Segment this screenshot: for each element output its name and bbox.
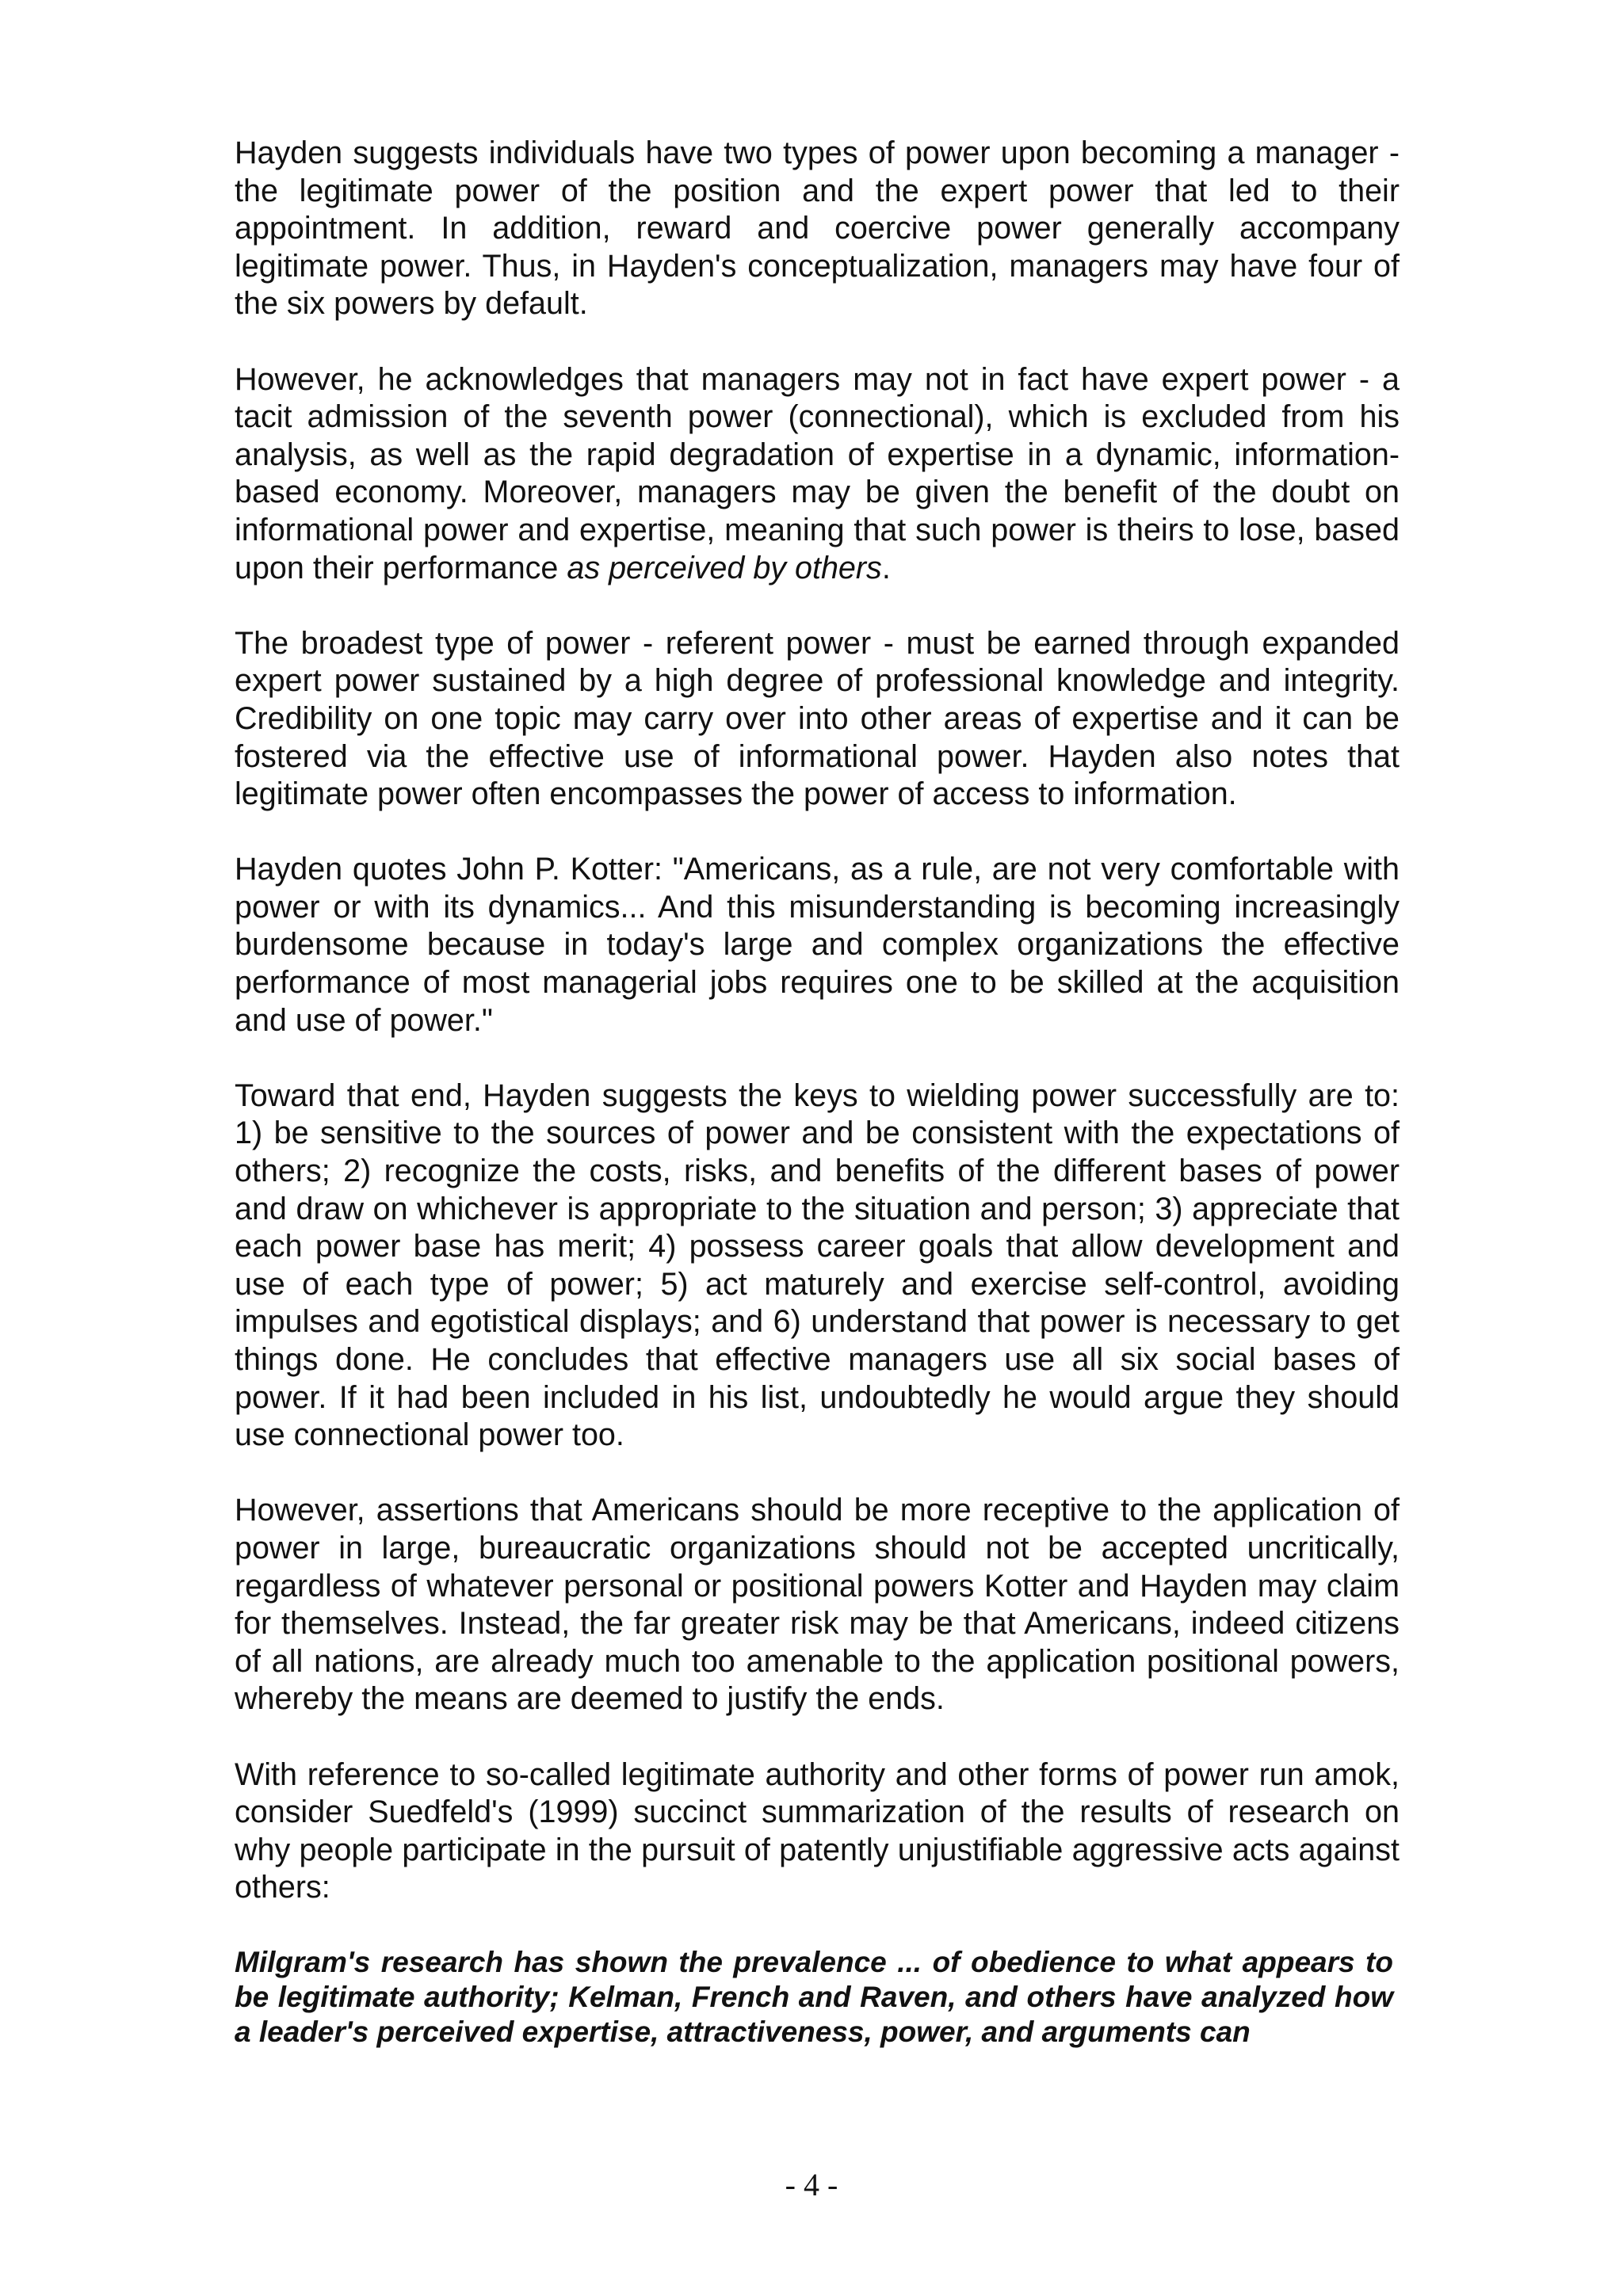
paragraph [235,361,1400,588]
page-number: - 4 - [785,2167,838,2203]
paragraph-list [235,135,1400,1907]
paragraph-text: However, he acknowledges that managers may not in fact have expert power - a tacit admission of the seventh power (connectional), which is excluded from his analysis, as well as the rapid degradation of expertise in a dynamic, information-based economy. Moreover, managers may be given the benefit of the doubt on informational power and expertise, meaning that such power is theirs to lose, based upon their performance [235,361,1400,585]
paragraph [235,135,1400,323]
paragraph-text: . [881,550,891,585]
paragraph-text: However, assertions that Americans should be more receptive to the application of power in large, bureaucratic organizations should not be accepted uncritically, regardless of whatever personal or positional powers Kotter and Hayden may claim for themselves. Instead, the far greater risk may be that Americans, indeed citizens of all nations, are already much too amenable to the application positional powers, whereby the means are deemed to justify the ends. [235,1493,1400,1717]
paragraph-text: With reference to so-called legitimate authority and other forms of power run amok, consider Suedfeld's (1999) succinct summarization of the results of research on why people participate in the pursuit of patently unjustifiable aggressive acts against others: [235,1756,1400,1905]
paragraph-text: Hayden quotes John P. Kotter: "Americans, as a rule, are not very comfortable with power or with its dynamics... And this misunderstanding is becoming increasingly burdensome because in today's large and complex organizations the effective performance of most managerial jobs requires one to be skilled at the acquisition and use of power." [235,852,1400,1038]
paragraph [235,625,1400,814]
paragraph [235,1756,1400,1907]
block-quote: Milgram's research has shown the prevalence ... of obedience to what appears to be legitimate authority; Kelman, French and Raven, and others have analyzed how a leader's perceived expertise, attractiveness, power, and arguments can [235,1945,1393,2048]
paragraph-text: Toward that end, Hayden suggests the keys to wielding power successfully are to: 1) be sensitive to the sources of power and be consistent with the expectations of others; 2) recognize the costs, risks, and benefits of the different bases of power and draw on whichever is appropriate to the situation and person; 3) appreciate that each power base has merit; 4) possess career goals that allow development and use of each type of power; 5) act maturely and exercise self-control, avoiding impulses and egotistical displays; and 6) understand that power is necessary to get things done. He concludes that effective managers use all six social bases of power. If it had been included in his list, undoubtedly he would argue they should use connectional power too. [235,1077,1400,1453]
document-body [235,135,1400,2050]
paragraph-text: The broadest type of power - referent power - must be earned through expanded expert power sustained by a high degree of professional knowledge and integrity. Credibility on one topic may carry over into other areas of expertise and it can be fostered via the effective use of informational power. Hayden also notes that legitimate power often encompasses the power of access to information. [235,625,1400,812]
italic-text: as perceived by others [567,550,882,585]
paragraph [235,1492,1400,1718]
paragraph-text: Hayden suggests individuals have two types of power upon becoming a manager - the legitimate power of the position and the expert power that led to their appointment. In addition, reward and coercive power generally accompany legitimate power. Thus, in Hayden's conceptualization, managers may have four of the six powers by default. [235,135,1400,322]
paragraph [235,851,1400,1039]
paragraph [235,1077,1400,1455]
